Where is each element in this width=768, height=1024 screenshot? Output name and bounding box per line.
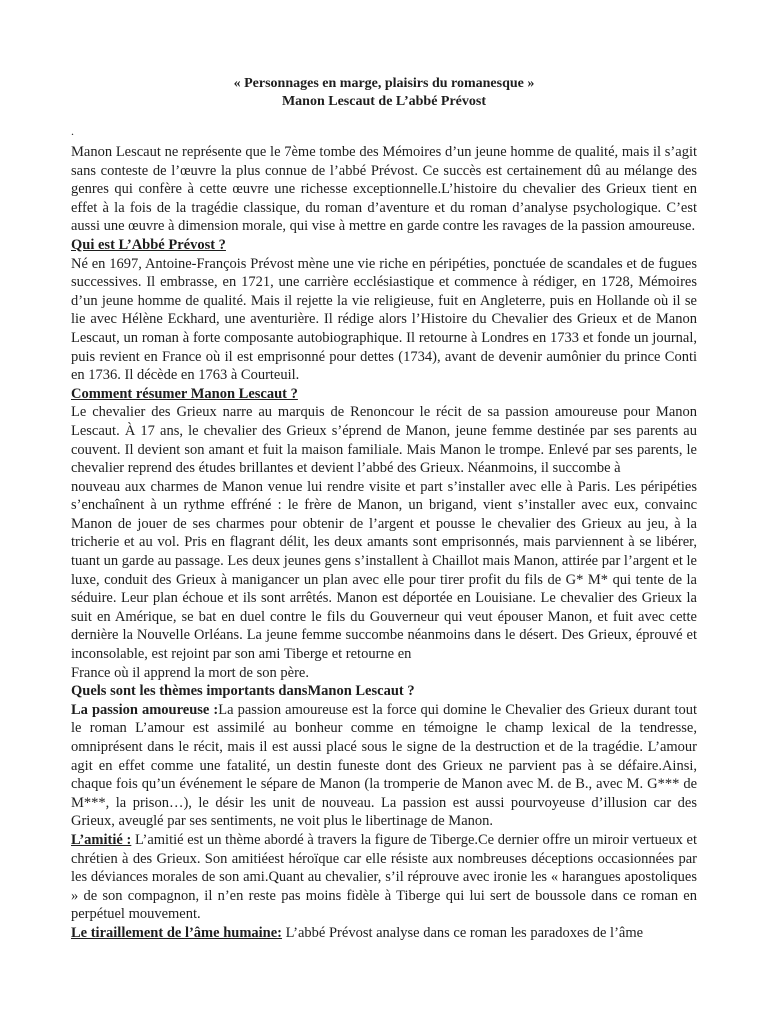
stray-dot: .	[71, 124, 74, 138]
summary-paragraph-3: France où il apprend la mort de son père.	[71, 664, 309, 681]
heading-themes: Quels sont les thèmes importants dansManon Lescaut ?	[71, 683, 415, 700]
heading-author: Qui est L’Abbé Prévost ?	[71, 236, 226, 253]
theme-friendship	[71, 831, 697, 924]
theme-passion-label: La passion amoureuse :	[71, 701, 219, 718]
summary-paragraph-1: Le chevalier des Grieux narre au marquis de Renoncour le récit de sa passion amoureuse pour Manon Lescaut. À 17 ans, le chevalier des Grieux s’éprend de Manon, jeune femme destinée par ses parents au couvent. Il devient son amant et fuit la maison familiale. Mais Manon le trompe. Enlevé par ses parents, le chevalier reprend des études brillantes et devient l’abbé des Grieux. Néanmoins, il succombe à	[71, 404, 697, 477]
summary-paragraph-2: nouveau aux charmes de Manon venue lui rendre visite et part s’installer avec elle à Paris. Les péripéties s’enchaînent à un rythme effréné : le frère de Manon, un brigand, vient s’installer avec eux, convainc Manon de jouer de ses charmes pour obtenir de l’argent et pousse le chevalier des Grieux au jeu, à la tricherie et au vol. Pris en flagrant délit, les deux amants sont emprisonnés, mais parviennent à se libérer, tuant un garde au passage. Les deux jeunes gens s’installent à Chaillot mais Manon, attirée par l’argent et le luxe, conduit des Grieux à manigancer un plan avec elle pour tirer profit du fils de G* M* qui tente de la séduire. Leur plan échoue et ils sont arrêtés. Manon est déportée en Louisiane. Le chevalier des Grieux la suit en Amérique, se bat en duel contre le fils du Gouverneur qui veut épouser Manon, et fuit avec cette dernière la Nouvelle Orléans. La jeune femme succombe néanmoins dans le désert. Des Grieux, éprouvé et inconsolable, est rejoint par son ami Tiberge et retourne en	[71, 478, 697, 663]
theme-soul-label: Le tiraillement de l’âme humaine:	[71, 924, 283, 941]
document-title-line2: Manon Lescaut de L’abbé Prévost	[281, 94, 487, 109]
theme-passion	[71, 701, 697, 831]
theme-soul	[71, 924, 697, 943]
author-paragraph: Né en 1697, Antoine-François Prévost mène une vie riche en péripéties, ponctuée de scandales et de fugues successives. Il embrasse, en 1721, une carrière ecclésiastique et commence à rédiger, en 1728, Mémoires d’un jeune homme de qualité. Mais il rejette la vie religieuse, fuit en Angleterre, puis en Hollande où il se lie avec Hélène Eckhard, une aventurière. Il rédige alors l’Histoire du Chevalier des Grieux et de Manon Lescaut, un roman à forte composante autobiographique. Il retourne à Londres en 1733 et fonde un journal, puis revient en France où il est emprisonné pour dettes (1734), avant de devenir aumônier du prince Conti en 1736. Il décède en 1763 à Courteuil.	[71, 255, 697, 384]
document-title-line1: « Personnages en marge, plaisirs du romanesque »	[233, 76, 535, 91]
theme-friendship-text: L’amitié est un thème abordé à travers la figure de Tiberge.Ce dernier offre un miroir vertueux et chrétien à des Grieux. Son amitiéest héroïque car elle résiste aux nombreuses déceptions occasionnées par les déviances morales de son ami.Quant au chevalier, s’il réprouve avec ironie les « harangues apostoliques » de son compagnon, il n’en reste pas moins fidèle à Tiberge qui lui sert de boussole dans ce roman en perpétuel mouvement.	[71, 831, 697, 923]
heading-summary: Comment résumer Manon Lescaut ?	[71, 385, 298, 402]
intro-paragraph: Manon Lescaut ne représente que le 7ème tombe des Mémoires d’un jeune homme de qualité, mais il s’agit sans conteste de l’œuvre la plus connue de l’abbé Prévost. Ce succès est certainement dû au mélange des genres qui confère à cette œuvre une richesse exceptionnelle.L’histoire du chevalier des Grieux tient en effet à la fois de la tragédie classique, du roman d’aventure et du roman d’analyse psychologique. C’est aussi une œuvre à dimension morale, qui vise à mettre en garde contre les ravages de la passion amoureuse.	[71, 144, 697, 235]
theme-passion-text: La passion amoureuse est la force qui domine le Chevalier des Grieux durant tout le roman L’amour est assimilé au bonheur comme en témoigne le champ lexical de la tendresse, omniprésent dans le récit, mais il est aussi placé sous le signe de la destruction et de la tragédie. L’amour agit en effet comme une fatalité, un destin funeste dont des Grieux ne parvient pas à se défaire.Ainsi, chaque fois qu’un événement le sépare de Manon (la tromperie de Manon avec M. de B., avec M. G*** de M***, la prison…), le désir les unit de nouveau. La passion est aussi pourvoyeuse d’illusion car des Grieux, aveuglé par ses sentiments, ne voit plus le libertinage de Manon.	[71, 701, 697, 830]
theme-friendship-label: L’amitié :	[71, 831, 132, 848]
theme-soul-text: L’abbé Prévost analyse dans ce roman les paradoxes de l’âme	[282, 924, 644, 941]
document-body	[71, 143, 697, 943]
